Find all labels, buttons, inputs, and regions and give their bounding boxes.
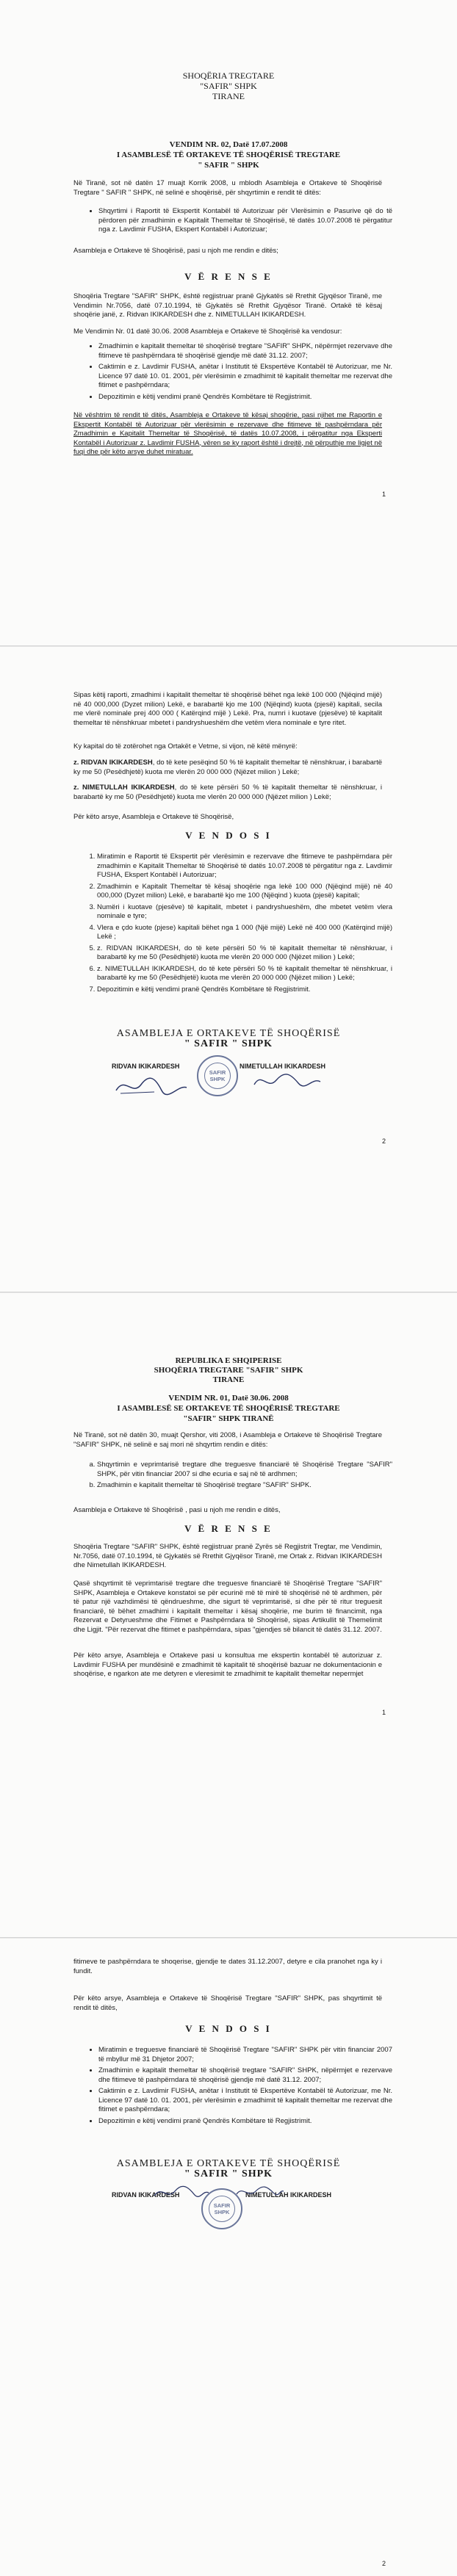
share-entry-2 xyxy=(73,784,382,802)
decision-item: • Zmadhimin e kapitalit themeltar të shoqërisë tregtare "SAFIR" SHPK, nëpërmjet e rezervave dhe fitimeve të pashpërndara të shoqërisë gjendje më datë 31.12. 2007; xyxy=(98,2066,392,2085)
prior-decision-item: • Zmadhimin e kapitalit themeltar të shoqërisë tregtare "SAFIR" SHPK, nëpërmjet rezervave dhe fitimeve të pashpërndara të shoqërisë gjendje më datë 31.12. 2007; xyxy=(98,342,392,361)
agenda-item: a. Shqyrtimin e veprimtarisë tregtare dhe treguesve financiarë të Shoqërisë Tregtare "SAFIR" SHPK, për vitin financiar 2007 si dhe ecuria e saj në të ardhmen; xyxy=(97,1461,392,1479)
assembly-title: I ASAMBLESË TË ORTAKEVE TË SHOQËRISË TREGTARE xyxy=(116,151,341,159)
shareholder-name: z. NIMETULLAH IKIKARDESH xyxy=(73,784,175,792)
section-heading: V E N D O S I xyxy=(185,2023,272,2034)
expert-paragraph: Për këto arsye, Asambleja e Ortakeve pasi u konsultua me ekspertin kontabël të autorizuar z. Lavdimir FUSHA per mundësinë e zmadhimit të kapitalit të shoqërisë bazuar ne dokumentacionin e shoqërise, e ngarkon ate me detyren e vleresimit te zmadhimit te kapitalit themeltar nepermjet xyxy=(73,1651,382,1678)
analysis-paragraph: Qasë shqyrtimit të veprimtarisë tregtare dhe treguesve financiarë të Shoqërisë Tregtare "SAFIR" SHPK, Asambleja e Ortakeve konstatoi se për ecurinë më të mirë të shoqërisë në të ardhmen, për të patur një vazhdimësi të qëndrueshme, dhe sigurt të veprimtarisë, si dhe për të ritur treguesit financiarë, të bëhet zmadhimi i kapitalit themeltar i kësaj shoqërie, me burim të financimit, nga Rezervat e Detyrueshme dhe Fitimet e Pashpërndara të Shoqërisë, sipas Artikullit të Themelimit dhe Ligjit. "Për rezervat dhe fitimet e pashpërndara, sipas "gjendjes së bilancit të datës 31.12. 2007. xyxy=(73,1580,382,1634)
signature-title: ASAMBLEJA E ORTAKEVE TË SHOQËRISË xyxy=(116,1028,341,1039)
decision-item: 3. Numëri i kuotave (pjesëve) të kapitalit, mbetet i pandryshueshëm, dhe mbetet vetëm vlera nominale e tyre; xyxy=(97,903,392,922)
document-page-4 xyxy=(0,1939,457,2576)
signer-right-name: NIMETULLAH IKIKARDESH xyxy=(245,2191,331,2199)
page-number: 2 xyxy=(382,2560,386,2567)
observation-paragraph: Shoqëria Tregtare "SAFIR" SHPK, është regjistruar pranë Zyrës së Regjistrit Tregtar, me Vendimin, Nr.7056, datë 07.10.1994, të Gjykatës së Rrethit Gjyqësor Tiranë, me Ortak z. Ridvan IKIKARDESH dhe Nimetullah IKIKARDESH. xyxy=(73,1543,382,1569)
assembly-line: Asambleja e Ortakeve të Shoqërisë, pasi u njoh me rendin e ditës; xyxy=(73,247,278,255)
seal-text: SAFIR SHPK xyxy=(204,1063,231,1089)
decision-item: 2. Zmadhimin e Kapitalit Themeltar të kësaj shoqërie nga lekë 100 000 (Njëqind mijë) në 40 000,000 (Dyzet milion) Lekë, e barabartë kjo me 100 (Njëqind ) kuota (pjesë) kapitali; xyxy=(97,883,392,901)
intro-paragraph: Në Tiranë, sot në datën 30, muajt Qershor, viti 2008, i Asambleja e Ortakeve të Shoqërisë Tregtare "SAFIR" SHPK, në selinë e saj mori në shqyrtim rendin e ditës: xyxy=(73,1431,382,1449)
decision-item: 6. z. NIMETULLAH IKIKARDESH, do të kete përsëri 50 % të kapitalit themeltar të nënshkruar, i barabartë ky me 50 (Pesëdhjetë) kuota me vlerën 20 000 000 (Njëzet milion ) Lekë; xyxy=(97,965,392,983)
intro-paragraph: Në Tiranë, sot në datën 17 muajt Korrik 2008, u mblodh Asambleja e Ortakeve të Shoqërisë Tregtare " SAFIR " SHPK, në selinë e shoqërisë, për shqyrtimin e rendit të ditës: xyxy=(73,179,382,197)
valuation-paragraph: Sipas këtij raporti, zmadhimi i kapitalit themeltar të shoqërisë bëhet nga lekë 100 000 (Njëqind mijë) në 40 000,000 (Dyzet milion) Lekë, e barabartë kjo me 100 (Njëqind) kuota (pjesë) kapitali, secila me vlerë nominale prej 400 000 ( Katërqind mijë ) Lekë. Pra, numri i kuotave (pjesëve) të kapitalit themeltar të nënshkruar mbetet i pandryshueshëm dhe vetëm vlera nominale e tyre ritet. xyxy=(73,691,382,727)
signer-right-name: NIMETULLAH IKIKARDESH xyxy=(240,1063,325,1070)
signature-right-icon xyxy=(234,2184,285,2200)
document-page-1 xyxy=(0,0,457,646)
agenda-list xyxy=(88,207,392,237)
shareholder-name: z. RIDVAN IKIKARDESH xyxy=(73,759,153,767)
decision-item: 1. Miratimin e Raportit të Ekspertit për vlerësimin e rezervave dhe fitimeve te pashpërndara për zmadhimin e Kapitalit Themeltar të Shoqërisë të datës 10.07.2008 të përgatitur nga z. Lavdimir FUSHA, Ekspert Kontabël i Autorizuar; xyxy=(97,853,392,880)
continuation-paragraph: fitimeve te pashpërndara te shoqerise, gjendje te dates 31.12.2007, detyre e cila pranohet nga ky i fundit. xyxy=(73,1958,382,1975)
prior-decision-list xyxy=(88,342,392,404)
share-entry-1 xyxy=(73,759,382,777)
company-title: " SAFIR " SHPK xyxy=(198,161,259,170)
company-header-line: TIRANE xyxy=(212,91,245,101)
agenda-item: • Shqyrtimi i Raportit të Ekspertit Kontabël të Autorizuar për Vlerësimin e Pasurive që do të përdoren për zmadhimin e Kapitalit Themeltar të Shoqërisë, të datës 10.07.2008 të përgatitur nga z. Lavdimir FUSHA, Ekspert Kontabël i Autorizuar; xyxy=(98,207,392,235)
decision-item: 4. Vlera e çdo kuote (pjese) kapitali bëhet nga 1 000 (Një mijë) Lekë në 400 000 (Katërqind mijë) Lekë ; xyxy=(97,924,392,942)
decision-title-block xyxy=(0,140,457,170)
decision-title-block xyxy=(0,1393,457,1424)
company-seal-icon xyxy=(201,2188,242,2229)
signature-company: " SAFIR " SHPK xyxy=(184,1038,273,1049)
document-page-2 xyxy=(0,647,457,1292)
agenda-list xyxy=(87,1461,392,1493)
observation-paragraph: Shoqëria Tregtare "SAFIR" SHPK, është regjistruar pranë Gjykatës së Rrethit Gjyqësor Tiranë, me Vendimin Nr.7056, datë 07.10.1994, të Gjykatës së Rrethit Gjyqësor Tiranë. Ortakë të kësaj shoqërie janë, z. Ridvan IKIKARDESH dhe z. NIMETULLAH IKIKARDESH. xyxy=(73,292,382,319)
page-number: 2 xyxy=(382,1137,386,1145)
company-title: "SAFIR" SHPK TIRANË xyxy=(183,1414,274,1423)
for-reasons-line: Për këto arsye, Asambleja e Ortakeve të Shoqërisë Tregtare "SAFIR" SHPK, pas shqyrtimit të rendit të ditës, xyxy=(73,1994,382,2012)
decisions-list xyxy=(87,853,392,996)
company-seal-icon xyxy=(197,1055,238,1096)
signature-block-title xyxy=(0,2159,457,2179)
header-line: TIRANE xyxy=(212,1375,245,1384)
decision-item: • Miratimin e treguesve financiarë të Shoqërisë Tregtare "SAFIR" SHPK për vitin financiar 2007 të mbyllur më 31 Dhjetor 2007; xyxy=(98,2046,392,2064)
section-heading: V Ë R E N S E xyxy=(184,1523,273,1534)
shareholder-text: , do të kete pesëqind 50 % të kapitalit themeltar të nënshkruar, i barabartë ky me 50 (Pesëdhjetë) kuota me vlerën 20 000 000 (Njëzet milion ) Lekë; xyxy=(73,759,382,776)
shareholder-text: , do të kete përsëri 50 % të kapitalit themeltar të nënshkruar, i barabartë ky me 50 (Pesëdhjetë) kuota me vlerën 20 000 000 (Njëzet milion ) Lekë; xyxy=(73,784,382,801)
signature-block-title xyxy=(0,1029,457,1049)
section-heading: V Ë R E N S E xyxy=(184,271,273,282)
decision-title: VENDIM NR. 01, Datë 30.06. 2008 xyxy=(168,1394,289,1403)
document-page-3 xyxy=(0,1293,457,1938)
signer-left-name: RIDVAN IKIKARDESH xyxy=(112,2191,180,2199)
company-header-line: "SAFIR" SHPK xyxy=(200,81,257,91)
decision-item: 5. z. RIDVAN IKIKARDESH, do të kete përsëri 50 % të kapitalit themeltar të nënshkruar, i barabartë ky me 50 (Pesëdhjetë) kuota me vlerën 20 000 000 (Njëzet milion ) Lekë; xyxy=(97,944,392,963)
page-number: 1 xyxy=(382,491,386,498)
decision-title: VENDIM NR. 02, Datë 17.07.2008 xyxy=(169,140,288,149)
signature-title: ASAMBLEJA E ORTAKEVE TË SHOQËRISË xyxy=(116,2158,341,2169)
prior-decision-intro: Me Vendimin Nr. 01 datë 30.06. 2008 Asambleja e Ortakeve të Shoqërisë ka vendosur: xyxy=(73,328,342,336)
decision-item: • Caktimin e z. Lavdimir FUSHA, anëtar i Institutit të Ekspertëve Kontabël të Autorizuar, me Nr. Licence 97 datë 10. 01. 2001, për vlerësimin e zmadhimit të kapitalit themeltar me rezervat dhe fitimet e pashpërndara; xyxy=(98,2087,392,2115)
closing-paragraph: Në vështrim të rendit të ditës, Asambleja e Ortakeve të kësaj shoqërie, pasi njihet me Raportin e Ekspertit Kontabël të Autorizuar për vlerësimin e rezervave dhe fitimeve të pashpërndara për Zmadhimin e Kapitalit Themeltar të Shoqërisë, të datës 10.07.2008, i përgatitur nga Eksperti Kontabël i Autorizuar z. Lavdimir FUSHA, vëren se ky raport është i drejtë, në përputhje me ligjet në fuqi dhe për këto arsye duhet miratuar. xyxy=(73,411,382,456)
republic-header xyxy=(0,1356,457,1385)
prior-decision-item: • Caktimin e z. Lavdimir FUSHA, anëtar i Institutit të Ekspertëve Kontabël të Autorizuar, me Nr. Licence 97 datë 10. 01. 2001, për vlerësimin e zmadhimit të kapitalit themeltar me rezervat dhe fitimet e pashpërndara; xyxy=(98,363,392,391)
seal-text: SAFIR SHPK xyxy=(209,2196,235,2222)
prior-decision-item: • Depozitimin e këtij vendimi pranë Qendrës Kombëtare të Regjistrimit. xyxy=(98,393,392,402)
company-header-line: SHOQËRIA TREGTARE xyxy=(182,70,275,81)
signature-left-icon xyxy=(151,2184,210,2201)
decisions-list xyxy=(88,2046,392,2128)
decision-item: • Depozitimin e këtij vendimi pranë Qendrës Kombëtare të Regjistrimit. xyxy=(98,2117,392,2127)
section-heading: V E N D O S I xyxy=(185,830,272,841)
assembly-title: I ASAMBLESË SE ORTAKEVE TË SHOQËRISË TREGTARE xyxy=(117,1404,340,1413)
decision-item: 7. Depozitimin e këtij vendimi pranë Qendrës Kombëtare të Regjistrimit. xyxy=(97,985,392,995)
signature-company: " SAFIR " SHPK xyxy=(184,2168,273,2179)
for-reasons-line: Për këto arsye, Asambleja e Ortakeve të Shoqërisë, xyxy=(73,813,234,821)
company-header xyxy=(0,70,457,101)
signature-left-icon xyxy=(110,1071,191,1101)
agenda-item: b. Zmadhimin e kapitalit themeltar të Shoqërisë tregtare "SAFIR" SHPK. xyxy=(97,1481,392,1491)
signer-left-name: RIDVAN IKIKARDESH xyxy=(112,1063,180,1070)
assembly-line: Asambleja e Ortakeve të Shoqërisë , pasi u njoh me rendin e ditës, xyxy=(73,1506,281,1514)
signature-right-icon xyxy=(250,1068,323,1095)
header-line: REPUBLIKA E SHQIPERISE xyxy=(175,1356,282,1365)
page-number: 1 xyxy=(382,1709,386,1716)
shares-intro: Ky kapital do të zotërohet nga Ortakët e Vetme, si vijon, në këtë mënyrë: xyxy=(73,742,298,750)
header-line: SHOQËRIA TREGTARE "SAFIR" SHPK xyxy=(154,1366,303,1375)
